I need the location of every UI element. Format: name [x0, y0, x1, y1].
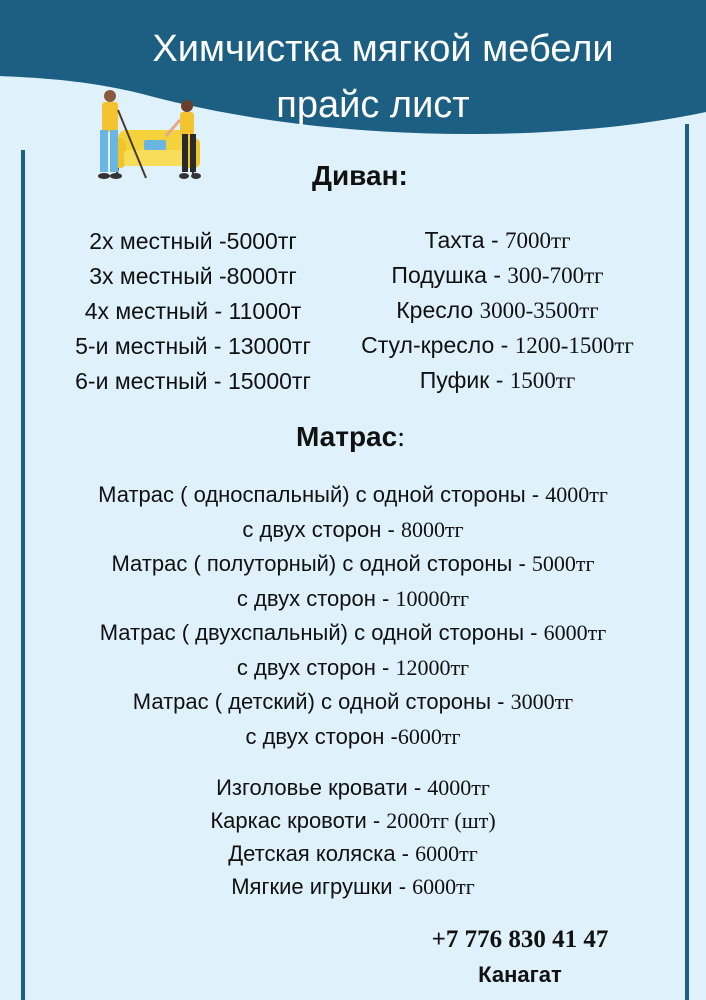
- item-price: 2000тг (шт): [386, 808, 496, 833]
- list-item: 4х местный - 11000т: [84, 298, 302, 324]
- item-price: 6000тг: [397, 723, 461, 749]
- list-item: [40, 870, 666, 903]
- item-price: 12000тг: [395, 654, 470, 680]
- list-item: [40, 837, 666, 870]
- item-name: Матрас ( двухспальный) с одной стороны -: [99, 620, 544, 645]
- item-name: Каркас кровоти -: [210, 808, 387, 833]
- list-item: 5-и местный - 13000тг: [75, 333, 311, 359]
- item-name: Мягкие игрушки -: [231, 874, 413, 899]
- matras-heading-colon: :: [397, 422, 405, 453]
- section-heading-matras: [296, 421, 405, 454]
- matras-heading-text: Матрас: [296, 421, 398, 452]
- list-item: [40, 616, 666, 651]
- item-price: 3000-3500тг: [479, 298, 599, 323]
- list-item: [340, 223, 655, 258]
- item-price: 7000тг: [505, 228, 571, 253]
- contact-name: Канагат: [478, 962, 562, 987]
- list-item: 2х местный -5000тг: [89, 228, 297, 254]
- item-price: 6000тг: [543, 620, 607, 645]
- item-name: с двух сторон -: [236, 585, 396, 611]
- cleaning-people-sofa-icon: [80, 86, 230, 186]
- item-name: с двух сторон -: [245, 723, 398, 749]
- list-item: [40, 720, 666, 755]
- list-item: [40, 804, 666, 837]
- phone-number: +7 776 830 41 47: [431, 926, 609, 953]
- list-item: [40, 478, 666, 513]
- item-price: 4000тг: [545, 482, 608, 507]
- list-item: [40, 582, 666, 617]
- extras-list: [40, 771, 666, 903]
- page-title-line-2: прайс лист: [276, 84, 470, 126]
- item-name: с двух сторон -: [242, 516, 401, 542]
- item-price: 4000тг: [427, 775, 490, 800]
- item-name: Матрас ( полуторный) с одной стороны -: [111, 551, 532, 576]
- item-price: 1500тг: [509, 368, 576, 393]
- item-name: с двух сторон -: [236, 654, 396, 680]
- list-item: [340, 328, 655, 363]
- item-price: 6000тг: [412, 874, 475, 899]
- section-heading-divan: Диван:: [312, 160, 408, 191]
- list-item: [340, 258, 655, 293]
- item-price: 10000тг: [395, 585, 470, 611]
- list-item: [340, 293, 655, 328]
- item-name: Изголовье кровати -: [216, 775, 428, 800]
- item-price: 8000тг: [400, 516, 464, 542]
- item-name: Стул-кресло -: [361, 332, 515, 358]
- item-name: Подушка -: [391, 262, 508, 288]
- item-name: Пуфик -: [419, 367, 510, 393]
- list-item: [40, 685, 666, 720]
- contact-block: [412, 924, 628, 994]
- divan-list-right: [340, 223, 655, 398]
- list-item: [340, 363, 655, 398]
- item-price: 1200-1500тг: [514, 333, 634, 358]
- page-title-line-1: Химчистка мягкой мебели: [152, 28, 614, 70]
- item-price: 5000тг: [531, 551, 595, 576]
- list-item: [40, 771, 666, 804]
- list-item: [40, 547, 666, 582]
- list-item: 6-и местный - 15000тг: [75, 368, 311, 394]
- item-name: Тахта -: [424, 227, 506, 253]
- item-name: Детская коляска -: [228, 841, 416, 866]
- item-price: 3000тг: [510, 689, 574, 714]
- list-item: [40, 651, 666, 686]
- item-name: Матрас ( односпальный) с одной стороны -: [98, 482, 546, 507]
- item-price: 6000тг: [415, 841, 478, 866]
- right-border-line: [685, 124, 689, 1000]
- list-item: 3х местный -8000тг: [89, 263, 297, 289]
- left-border-line: [21, 150, 25, 1000]
- list-item: [40, 513, 666, 548]
- item-name: Кресло: [396, 297, 480, 323]
- item-name: Матрас ( детский) с одной стороны -: [132, 689, 511, 714]
- matras-list: [40, 478, 666, 754]
- item-price: 300-700тг: [507, 263, 604, 288]
- divan-list-left: [38, 224, 348, 399]
